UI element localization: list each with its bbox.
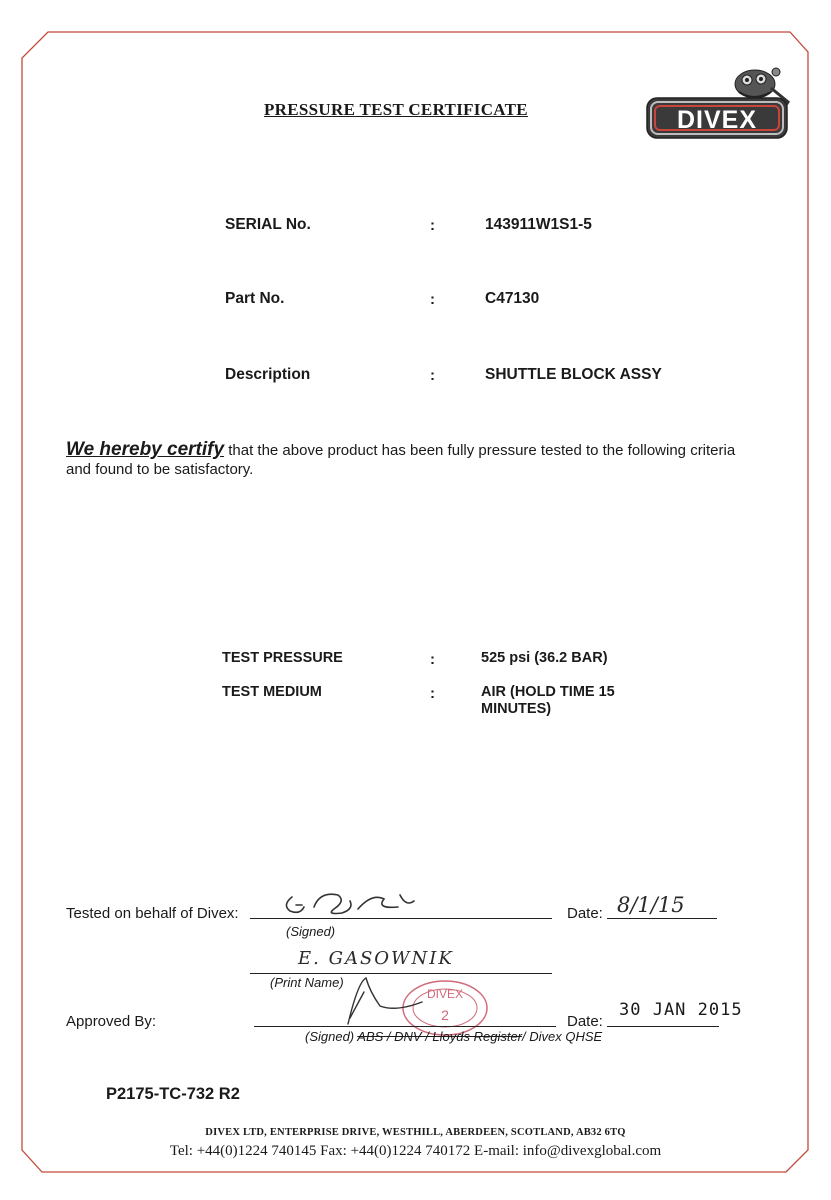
description-value: SHUTTLE BLOCK ASSY [485, 366, 662, 383]
approved-signature-line [254, 1026, 556, 1027]
approved-label: Approved By: [66, 1013, 157, 1030]
test-medium-label: TEST MEDIUM [222, 684, 322, 700]
footer-contact: Tel: +44(0)1224 740145 Fax: +44(0)1224 740172 E-mail: info@divexglobal.com [169, 1143, 662, 1159]
approved-caption-signed: (Signed) [305, 1029, 355, 1044]
divex-logo [643, 62, 793, 144]
approved-date-label: Date: [567, 1013, 603, 1030]
print-name-caption: (Print Name) [270, 975, 344, 990]
tested-label: Tested on behalf of Divex: [66, 905, 239, 922]
test-medium-colon: : [430, 685, 435, 702]
serial-label: SERIAL No. [225, 216, 311, 233]
test-pressure-colon: : [430, 651, 435, 668]
approved-date-value: 30 JAN 2015 [619, 1000, 743, 1020]
signed-caption: (Signed) [286, 924, 336, 939]
test-pressure-value: 525 psi (36.2 BAR) [481, 650, 608, 666]
approved-caption-tail: / Divex QHSE [522, 1029, 603, 1044]
page-title: PRESSURE TEST CERTIFICATE [264, 100, 528, 119]
serial-value: 143911W1S1-5 [485, 216, 592, 233]
tested-date-label: Date: [567, 905, 603, 922]
tested-date-value: 8/1/15 [617, 893, 685, 917]
part-no-label: Part No. [225, 290, 285, 307]
svg-text:DIVEX: DIVEX [676, 106, 758, 134]
approved-caption-struck: ABS / DNV / Lloyds Register [357, 1029, 523, 1044]
approved-signature [340, 972, 430, 1032]
description-label: Description [225, 366, 311, 383]
part-no-colon: : [430, 291, 435, 308]
tested-date-line [607, 918, 717, 919]
test-medium-value-line1: AIR (HOLD TIME 15 [481, 684, 615, 700]
test-medium-value-line2: MINUTES) [481, 701, 552, 717]
description-colon: : [430, 367, 435, 384]
print-name-value: E. GASOWNIK [298, 948, 454, 969]
stamp-number: 2 [441, 1007, 449, 1023]
test-pressure-label: TEST PRESSURE [222, 650, 343, 666]
stamp-text: DIVEX [426, 987, 464, 1001]
part-no-value: C47130 [485, 290, 540, 307]
approved-caption [305, 1029, 602, 1044]
footer-address: DIVEX LTD, ENTERPRISE DRIVE, WESTHILL, ABERDEEN, SCOTLAND, AB32 6TQ [205, 1127, 626, 1138]
certify-lead: We hereby certify [66, 439, 225, 460]
certify-statement [66, 440, 756, 479]
document-reference: P2175-TC-732 R2 [106, 1085, 240, 1103]
approved-date-line [607, 1026, 719, 1027]
tested-signature [280, 887, 440, 923]
serial-colon: : [430, 217, 435, 234]
certify-text: that the above product has been fully pressure tested to the following criteria and found to be satisfactory. [66, 442, 736, 478]
